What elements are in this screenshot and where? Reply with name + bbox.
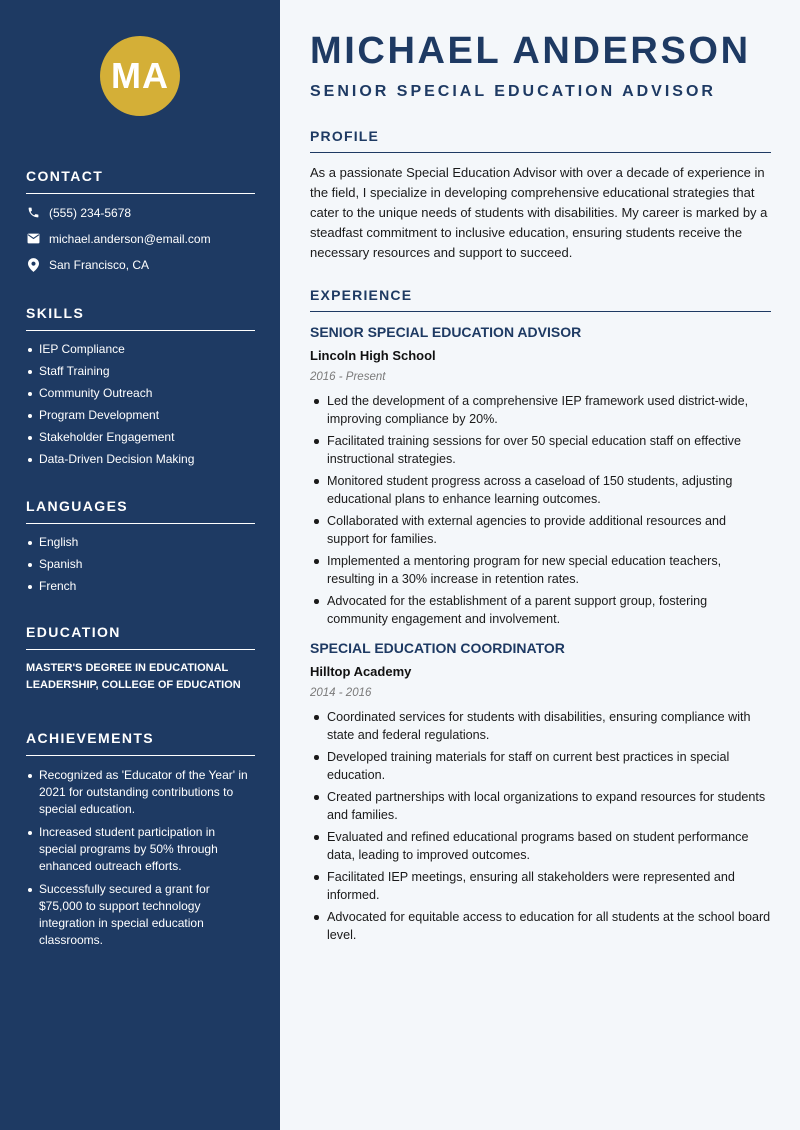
experience-heading: EXPERIENCE [310, 287, 771, 312]
list-item: English [26, 535, 255, 549]
person-name: MICHAEL ANDERSON [310, 30, 751, 72]
list-item: French [26, 579, 255, 593]
list-item: Stakeholder Engagement [26, 430, 255, 444]
list-item: Developed training materials for staff on current best practices in special education. [310, 748, 771, 784]
contact-location-text: San Francisco, CA [49, 257, 150, 272]
job-entry [310, 324, 771, 628]
languages-list [26, 535, 255, 593]
avatar: MA [100, 36, 180, 116]
contact-email-text: michael.anderson@email.com [49, 231, 211, 246]
list-item: Increased student participation in special programs by 50% through enhanced outreach efforts. [26, 824, 255, 875]
languages-section [26, 498, 255, 601]
list-item: Facilitated training sessions for over 50 special education staff on effective instructional strategies. [310, 432, 771, 468]
list-item: Collaborated with external agencies to provide additional resources and support for families. [310, 512, 771, 548]
person-title: SENIOR SPECIAL EDUCATION ADVISOR [310, 83, 716, 100]
list-item: Advocated for the establishment of a parent support group, fostering community engagement and involvement. [310, 592, 771, 628]
list-item: Implemented a mentoring program for new special education teachers, resulting in a 30% increase in retention rates. [310, 552, 771, 588]
education-text: MASTER'S DEGREE IN EDUCATIONAL LEADERSHIP, COLLEGE OF EDUCATION [26, 662, 241, 691]
skills-list [26, 342, 255, 466]
job-role: SENIOR SPECIAL EDUCATION ADVISOR [310, 324, 582, 340]
contact-section [26, 168, 255, 272]
list-item: Facilitated IEP meetings, ensuring all stakeholders were represented and informed. [310, 868, 771, 904]
skills-heading: SKILLS [26, 305, 255, 331]
list-item: Staff Training [26, 364, 255, 378]
contact-location [26, 257, 255, 272]
job-entry [310, 640, 771, 944]
job-bullets [310, 708, 771, 944]
list-item: Created partnerships with local organizations to expand resources for students and families. [310, 788, 771, 824]
experience-section [310, 287, 771, 948]
achievements-section [26, 730, 255, 955]
job-dates: 2016 - Present [310, 371, 386, 383]
email-icon [26, 232, 40, 246]
profile-section [310, 128, 771, 276]
achievements-heading: ACHIEVEMENTS [26, 730, 255, 756]
location-icon [26, 258, 40, 272]
contact-phone-text: (555) 234-5678 [49, 205, 132, 220]
achievements-list [26, 767, 255, 949]
list-item: Spanish [26, 557, 255, 571]
list-item: Monitored student progress across a caseload of 150 students, adjusting educational plans to enhance learning outcomes. [310, 472, 771, 508]
list-item: Program Development [26, 408, 255, 422]
list-item: Data-Driven Decision Making [26, 452, 255, 466]
job-bullets [310, 392, 771, 628]
job-role: SPECIAL EDUCATION COORDINATOR [310, 640, 565, 656]
list-item: Successfully secured a grant for $75,000 to support technology integration in special education classrooms. [26, 881, 255, 949]
contact-phone [26, 205, 255, 220]
sidebar [0, 0, 280, 1130]
job-company: Lincoln High School [310, 348, 436, 363]
contact-heading: CONTACT [26, 168, 255, 194]
list-item: Community Outreach [26, 386, 255, 400]
list-item: IEP Compliance [26, 342, 255, 356]
contact-email [26, 231, 255, 246]
list-item: Coordinated services for students with disabilities, ensuring compliance with state and federal regulations. [310, 708, 771, 744]
job-dates: 2014 - 2016 [310, 687, 372, 699]
list-item: Advocated for equitable access to education for all students at the school board level. [310, 908, 771, 944]
skills-section [26, 305, 255, 474]
languages-heading: LANGUAGES [26, 498, 255, 524]
job-company: Hilltop Academy [310, 664, 412, 679]
list-item: Evaluated and refined educational programs based on student performance data, leading to improved outcomes. [310, 828, 771, 864]
phone-icon [26, 206, 40, 220]
profile-heading: PROFILE [310, 128, 771, 153]
education-heading: EDUCATION [26, 624, 255, 650]
profile-text: As a passionate Special Education Advisor with over a decade of experience in the field, I specialize in developing comprehensive educational strategies that cater to the unique needs of students with disabilities. My career is marked by a steadfast commitment to inclusive education, ensuring students receive the necessary resources and support to succeed. [310, 165, 768, 260]
list-item: Led the development of a comprehensive IEP framework used district-wide, improving compliance by 20%. [310, 392, 771, 428]
list-item: Recognized as 'Educator of the Year' in 2021 for outstanding contributions to special education. [26, 767, 255, 818]
education-section [26, 624, 255, 694]
